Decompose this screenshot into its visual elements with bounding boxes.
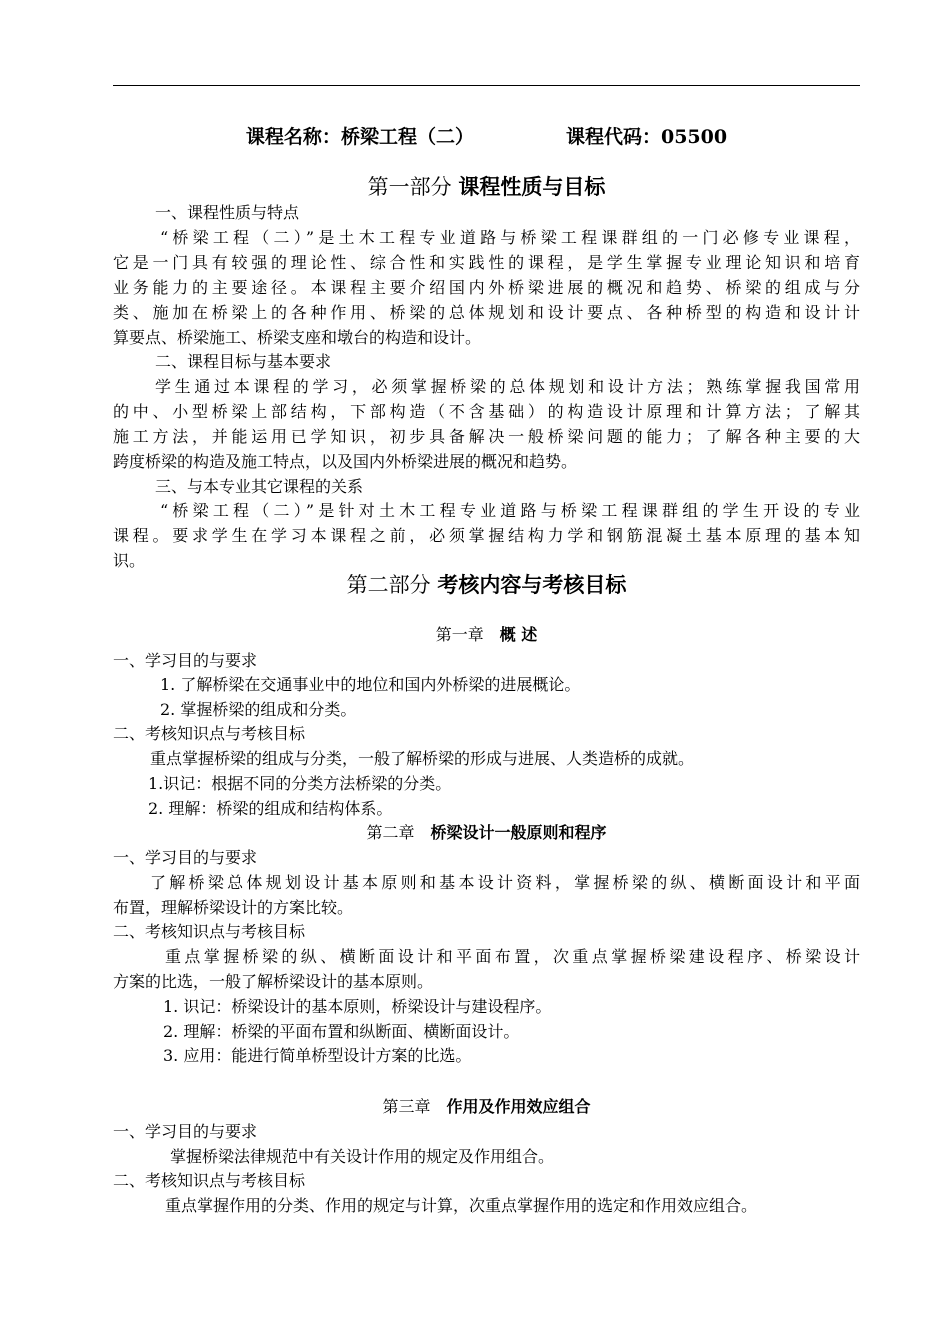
- chapter3-heading: 第三章 作用及作用效应组合: [382, 1097, 591, 1116]
- course-title: [113, 125, 860, 149]
- subsection-heading: 一、学习目的与要求: [113, 1122, 258, 1141]
- paragraph-line: 重点掌握作用的分类、作用的规定与计算，次重点掌握作用的选定和作用效应组合。: [165, 1196, 758, 1215]
- list-item: 1. 了解桥梁在交通事业中的地位和国内外桥梁的进展概论。: [160, 675, 581, 694]
- paragraph-line: 类、施加在桥梁上的各种作用、桥梁的总体规划和设计要点、各种桥型的构造和设计计: [113, 303, 860, 322]
- subsection-heading: 一、学习目的与要求: [113, 651, 258, 670]
- paragraph-line: 重点掌握桥梁的组成与分类，一般了解桥梁的形成与进展、人类造桥的成就。: [150, 749, 695, 768]
- course-code: 05500: [660, 126, 728, 148]
- paragraph-line: “桥梁工程（二）”是针对土木工程专业道路与桥梁工程课群组的学生开设的专业: [160, 501, 860, 520]
- list-item: 2. 掌握桥梁的组成和分类。: [160, 700, 357, 719]
- section-heading: 二、课程目标与基本要求: [155, 352, 332, 371]
- subsection-heading: 二、考核知识点与考核目标: [113, 922, 306, 941]
- course-code-label: 课程代码：: [565, 126, 661, 148]
- paragraph-line: 掌握桥梁法律规范中有关设计作用的规定及作用组合。: [170, 1147, 555, 1166]
- paragraph-line: 它是一门具有较强的理论性、综合性和实践性的课程，是学生掌握专业理论知识和培育: [113, 253, 860, 272]
- section-heading: 三、与本专业其它课程的关系: [155, 477, 364, 496]
- list-item: 1.识记：根据不同的分类方法桥梁的分类。: [148, 774, 452, 793]
- paragraph-line: 跨度桥梁的构造及施工特点，以及国内外桥梁进展的概况和趋势。: [113, 452, 578, 471]
- list-item: 1. 识记：桥梁设计的基本原则，桥梁设计与建设程序。: [163, 997, 552, 1016]
- paragraph-line: 业务能力的主要途径。本课程主要介绍国内外桥梁进展的概况和趋势、桥梁的组成与分: [113, 278, 860, 297]
- paragraph-line: “桥梁工程（二）”是土木工程专业道路与桥梁工程课群组的一门必修专业课程，: [160, 228, 860, 247]
- chapter2-heading: 第二章 桥梁设计一般原则和程序: [366, 823, 607, 842]
- paragraph-line: 的中、小型桥梁上部结构，下部构造（不含基础）的构造设计原理和计算方法；了解其: [113, 402, 860, 421]
- course-name-label: 课程名称：: [245, 126, 341, 148]
- paragraph-line: 了解桥梁总体规划设计基本原则和基本设计资料，掌握桥梁的纵、横断面设计和平面: [150, 873, 860, 892]
- paragraph-line: 算要点、桥梁施工、桥梁支座和墩台的构造和设计。: [113, 328, 482, 347]
- list-item: 3. 应用：能进行简单桥型设计方案的比选。: [163, 1046, 472, 1065]
- chapter1-heading: 第一章 概 述: [435, 625, 538, 644]
- paragraph-line: 学生通过本课程的学习，必须掌握桥梁的总体规划和设计方法；熟练掌握我国常用: [155, 377, 860, 396]
- header-rule: [113, 85, 860, 86]
- course-name: 桥梁工程（二）: [340, 126, 474, 148]
- paragraph-line: 施工方法，并能运用已学知识，初步具备解决一般桥梁问题的能力；了解各种主要的大: [113, 427, 860, 446]
- part2-heading: 第二部分 考核内容与考核目标: [346, 572, 627, 597]
- paragraph-line: 课程。要求学生在学习本课程之前，必须掌握结构力学和钢筋混凝土基本原理的基本知: [113, 526, 860, 545]
- section-heading: 一、课程性质与特点: [155, 203, 300, 222]
- list-item: 2. 理解：桥梁的平面布置和纵断面、横断面设计。: [163, 1022, 520, 1041]
- paragraph-line: 重点掌握桥梁的纵、横断面设计和平面布置，次重点掌握桥梁建设程序、桥梁设计: [165, 947, 860, 966]
- paragraph-line: 识。: [113, 551, 146, 570]
- subsection-heading: 一、学习目的与要求: [113, 848, 258, 867]
- subsection-heading: 二、考核知识点与考核目标: [113, 724, 306, 743]
- subsection-heading: 二、考核知识点与考核目标: [113, 1171, 306, 1190]
- paragraph-line: 方案的比选，一般了解桥梁设计的基本原则。: [113, 972, 434, 991]
- list-item: 2. 理解：桥梁的组成和结构体系。: [148, 799, 393, 818]
- paragraph-line: 布置，理解桥梁设计的方案比较。: [113, 898, 354, 917]
- part1-heading: 第一部分 课程性质与目标: [367, 174, 606, 199]
